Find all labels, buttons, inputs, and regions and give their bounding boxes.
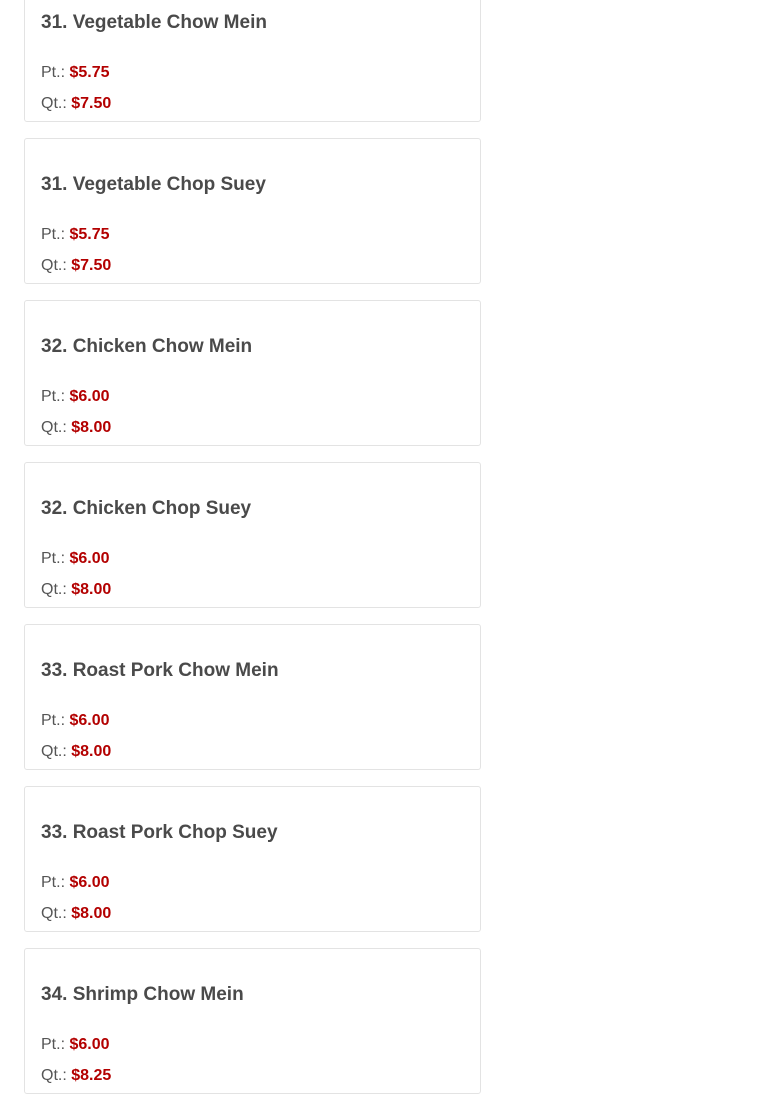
quart-price-row bbox=[41, 742, 464, 762]
quart-price-row bbox=[41, 580, 464, 600]
quart-price-row bbox=[41, 904, 464, 924]
menu-item-card[interactable] bbox=[24, 0, 481, 122]
quart-price-row bbox=[41, 256, 464, 276]
menu-item-title: 33. Roast Pork Chop Suey bbox=[41, 822, 278, 843]
quart-price: $8.00 bbox=[71, 743, 112, 760]
pint-price-row bbox=[41, 711, 464, 731]
quart-price-row bbox=[41, 418, 464, 438]
pint-price: $5.75 bbox=[69, 64, 110, 81]
pint-price: $6.00 bbox=[69, 874, 110, 891]
quart-label: Qt.: bbox=[41, 95, 67, 112]
menu-item-title: 32. Chicken Chow Mein bbox=[41, 336, 253, 357]
menu-item-card[interactable] bbox=[24, 138, 481, 284]
menu-item-card[interactable] bbox=[24, 624, 481, 770]
menu-item-list bbox=[24, 0, 481, 1110]
pint-label: Pt.: bbox=[41, 226, 66, 243]
quart-label: Qt.: bbox=[41, 581, 67, 598]
quart-price: $7.50 bbox=[71, 257, 112, 274]
quart-label: Qt.: bbox=[41, 419, 67, 436]
quart-label: Qt.: bbox=[41, 905, 67, 922]
pint-price-row bbox=[41, 549, 464, 569]
pint-label: Pt.: bbox=[41, 64, 66, 81]
pint-price-row bbox=[41, 225, 464, 245]
menu-item-title: 31. Vegetable Chop Suey bbox=[41, 174, 266, 195]
quart-price-row bbox=[41, 1066, 464, 1086]
menu-item-card[interactable] bbox=[24, 786, 481, 932]
pint-label: Pt.: bbox=[41, 388, 66, 405]
quart-price: $8.25 bbox=[71, 1067, 112, 1084]
menu-item-title: 33. Roast Pork Chow Mein bbox=[41, 660, 279, 681]
menu-item-title: 32. Chicken Chop Suey bbox=[41, 498, 252, 519]
pint-label: Pt.: bbox=[41, 1036, 66, 1053]
quart-price: $8.00 bbox=[71, 419, 112, 436]
quart-price: $7.50 bbox=[71, 95, 112, 112]
pint-price: $6.00 bbox=[69, 550, 110, 567]
quart-label: Qt.: bbox=[41, 257, 67, 274]
pint-price: $5.75 bbox=[69, 226, 110, 243]
pint-label: Pt.: bbox=[41, 712, 66, 729]
pint-price-row bbox=[41, 1035, 464, 1055]
pint-price: $6.00 bbox=[69, 388, 110, 405]
quart-price: $8.00 bbox=[71, 905, 112, 922]
menu-item-card[interactable] bbox=[24, 300, 481, 446]
pint-price-row bbox=[41, 63, 464, 83]
menu-item-card[interactable] bbox=[24, 948, 481, 1094]
pint-price: $6.00 bbox=[69, 712, 110, 729]
menu-item-card[interactable] bbox=[24, 462, 481, 608]
menu-item-title: 34. Shrimp Chow Mein bbox=[41, 984, 244, 1005]
pint-price-row bbox=[41, 387, 464, 407]
pint-price: $6.00 bbox=[69, 1036, 110, 1053]
quart-label: Qt.: bbox=[41, 743, 67, 760]
pint-label: Pt.: bbox=[41, 550, 66, 567]
quart-price-row bbox=[41, 94, 464, 114]
quart-label: Qt.: bbox=[41, 1067, 67, 1084]
quart-price: $8.00 bbox=[71, 581, 112, 598]
pint-label: Pt.: bbox=[41, 874, 66, 891]
pint-price-row bbox=[41, 873, 464, 893]
menu-item-title: 31. Vegetable Chow Mein bbox=[41, 12, 267, 33]
